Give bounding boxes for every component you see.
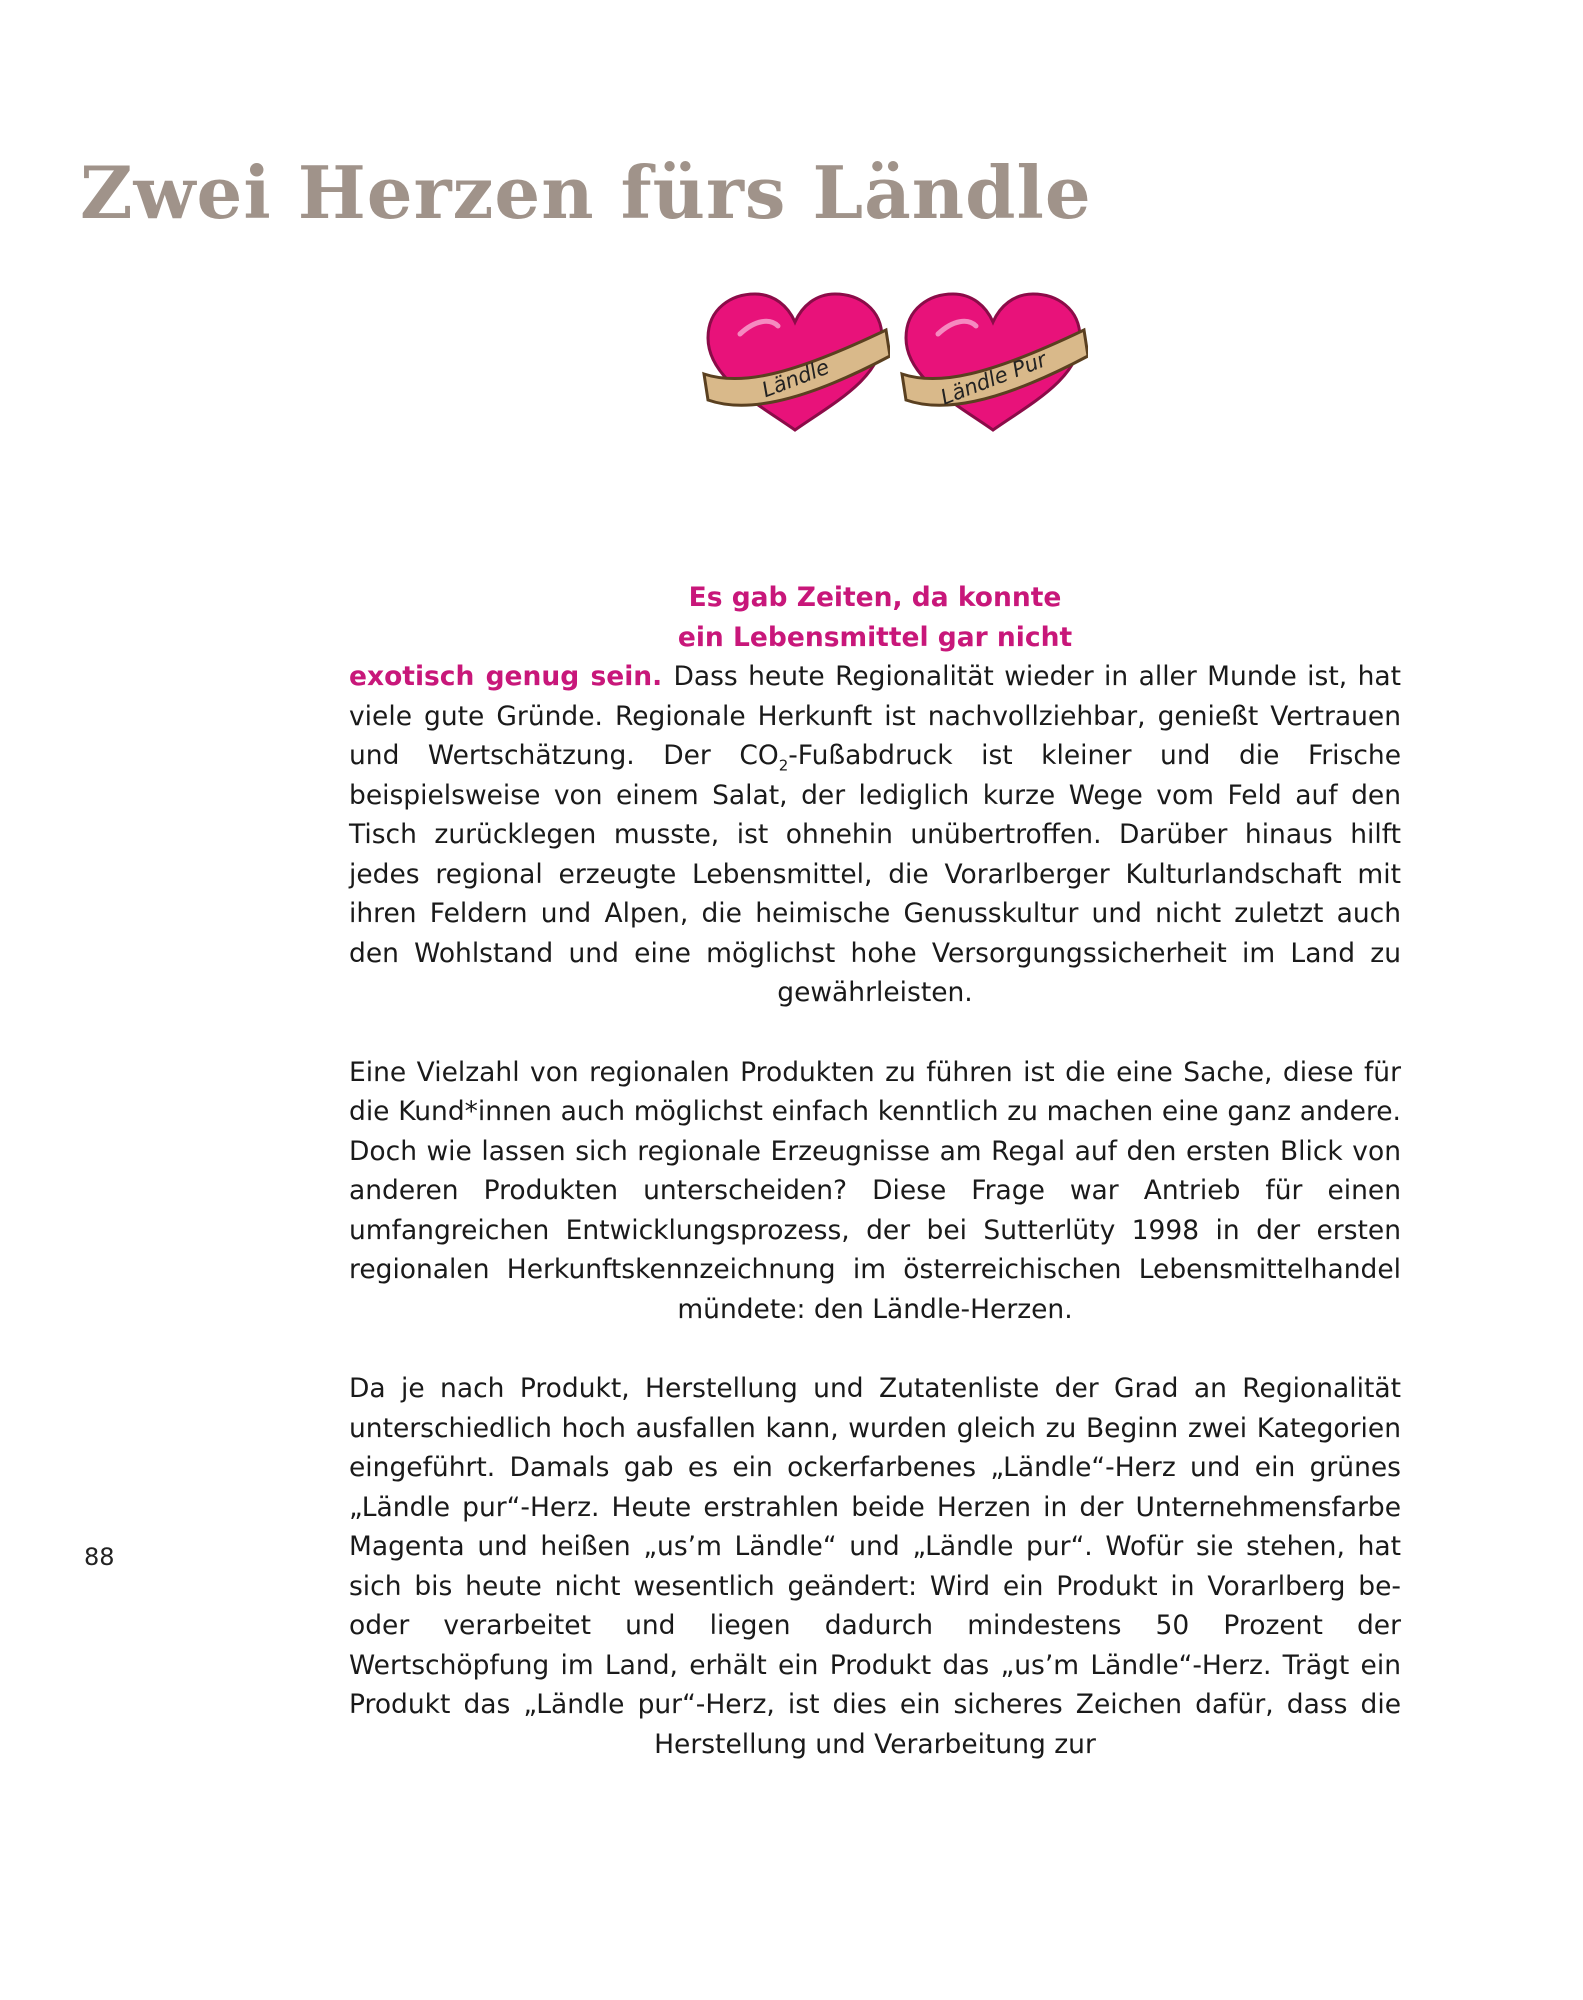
subscript: 2 bbox=[778, 756, 789, 775]
paragraph-text: Dass heute Regionalität wieder in aller Munde ist, hat viele gute Gründe. Regionale Herkunft ist nachvollziehbar, genießt Vertrauen und Wertschätzung. Der CO bbox=[349, 661, 1401, 771]
page-title: Zwei Herzen fürs Ländle bbox=[80, 150, 1092, 235]
heart-icon bbox=[700, 290, 890, 440]
ribbon-label: Ländle Pur bbox=[937, 347, 1050, 410]
lead-line: ein Lebensmittel gar nicht bbox=[677, 621, 1073, 653]
laendle-hearts-logos bbox=[700, 290, 1100, 440]
paragraph-text: Eine Vielzahl von regionalen Produkten zu führen ist die eine Sache, diese für die Kund*innen auch möglichst einfach kenntlich zu machen eine ganz andere. Doch wie lassen sich regionale Erzeugnisse am Regal auf den ersten Blick von anderen Produkten unterscheiden? Diese Frage war Antrieb für einen umfangreichen Entwicklungsprozess, der bei Sutterlüty 1998 in der ersten regionalen Herkunftskennzeichnung im österreichischen Lebensmittelhandel mündete: den Ländle-Herzen. bbox=[349, 1056, 1401, 1325]
paragraph-intro bbox=[349, 578, 1401, 1013]
lead-line: Es gab Zeiten, da konnte bbox=[688, 582, 1062, 613]
page-number: 88 bbox=[84, 1543, 115, 1571]
lead-line: exotisch genug sein. bbox=[349, 661, 674, 692]
paragraph-text: -Fußabdruck ist kleiner und die Frische beispielsweise von einem Salat, der lediglich kurze Wege vom Feld auf den Tisch zurücklegen musste, ist ohnehin unübertroffen. Darüber hinaus hilft jedes regional erzeugte Lebensmittel, die Vorarlberger Kulturlandschaft mit ihren Feldern und Alpen, die heimische Genusskultur und nicht zuletzt auch den Wohlstand und eine möglichst hohe Versorgungssicherheit im Land zu gewährleisten. bbox=[349, 740, 1402, 1008]
heart-icon bbox=[898, 290, 1088, 440]
article-body bbox=[349, 578, 1401, 1804]
paragraph-text: Da je nach Produkt, Herstellung und Zutatenliste der Grad an Regionalität unterschiedlich hoch ausfallen kann, wurden gleich zu Beginn zwei Kategorien eingeführt. Damals gab es ein ockerfarbenes „Ländle“-Herz und ein grünes „Ländle pur“-Herz. Heute erstrahlen beide Herzen in der Unternehmensfarbe Magenta und heißen „us’m Ländle“ und „Ländle pur“. Wofür sie stehen, hat sich bis heute nicht wesentlich geändert: Wird ein Produkt in Vorarlberg be- oder verarbeitet und liegen dadurch mindestens 50 Prozent der Wertschöpfung im Land, erhält ein Produkt das „us’m Ländle“-Herz. Trägt ein Produkt das „Ländle pur“-Herz, ist dies ein sicheres Zeichen dafür, dass die Herstellung und Verarbeitung zur bbox=[349, 1373, 1401, 1760]
ribbon-label: Ländle bbox=[758, 354, 833, 403]
